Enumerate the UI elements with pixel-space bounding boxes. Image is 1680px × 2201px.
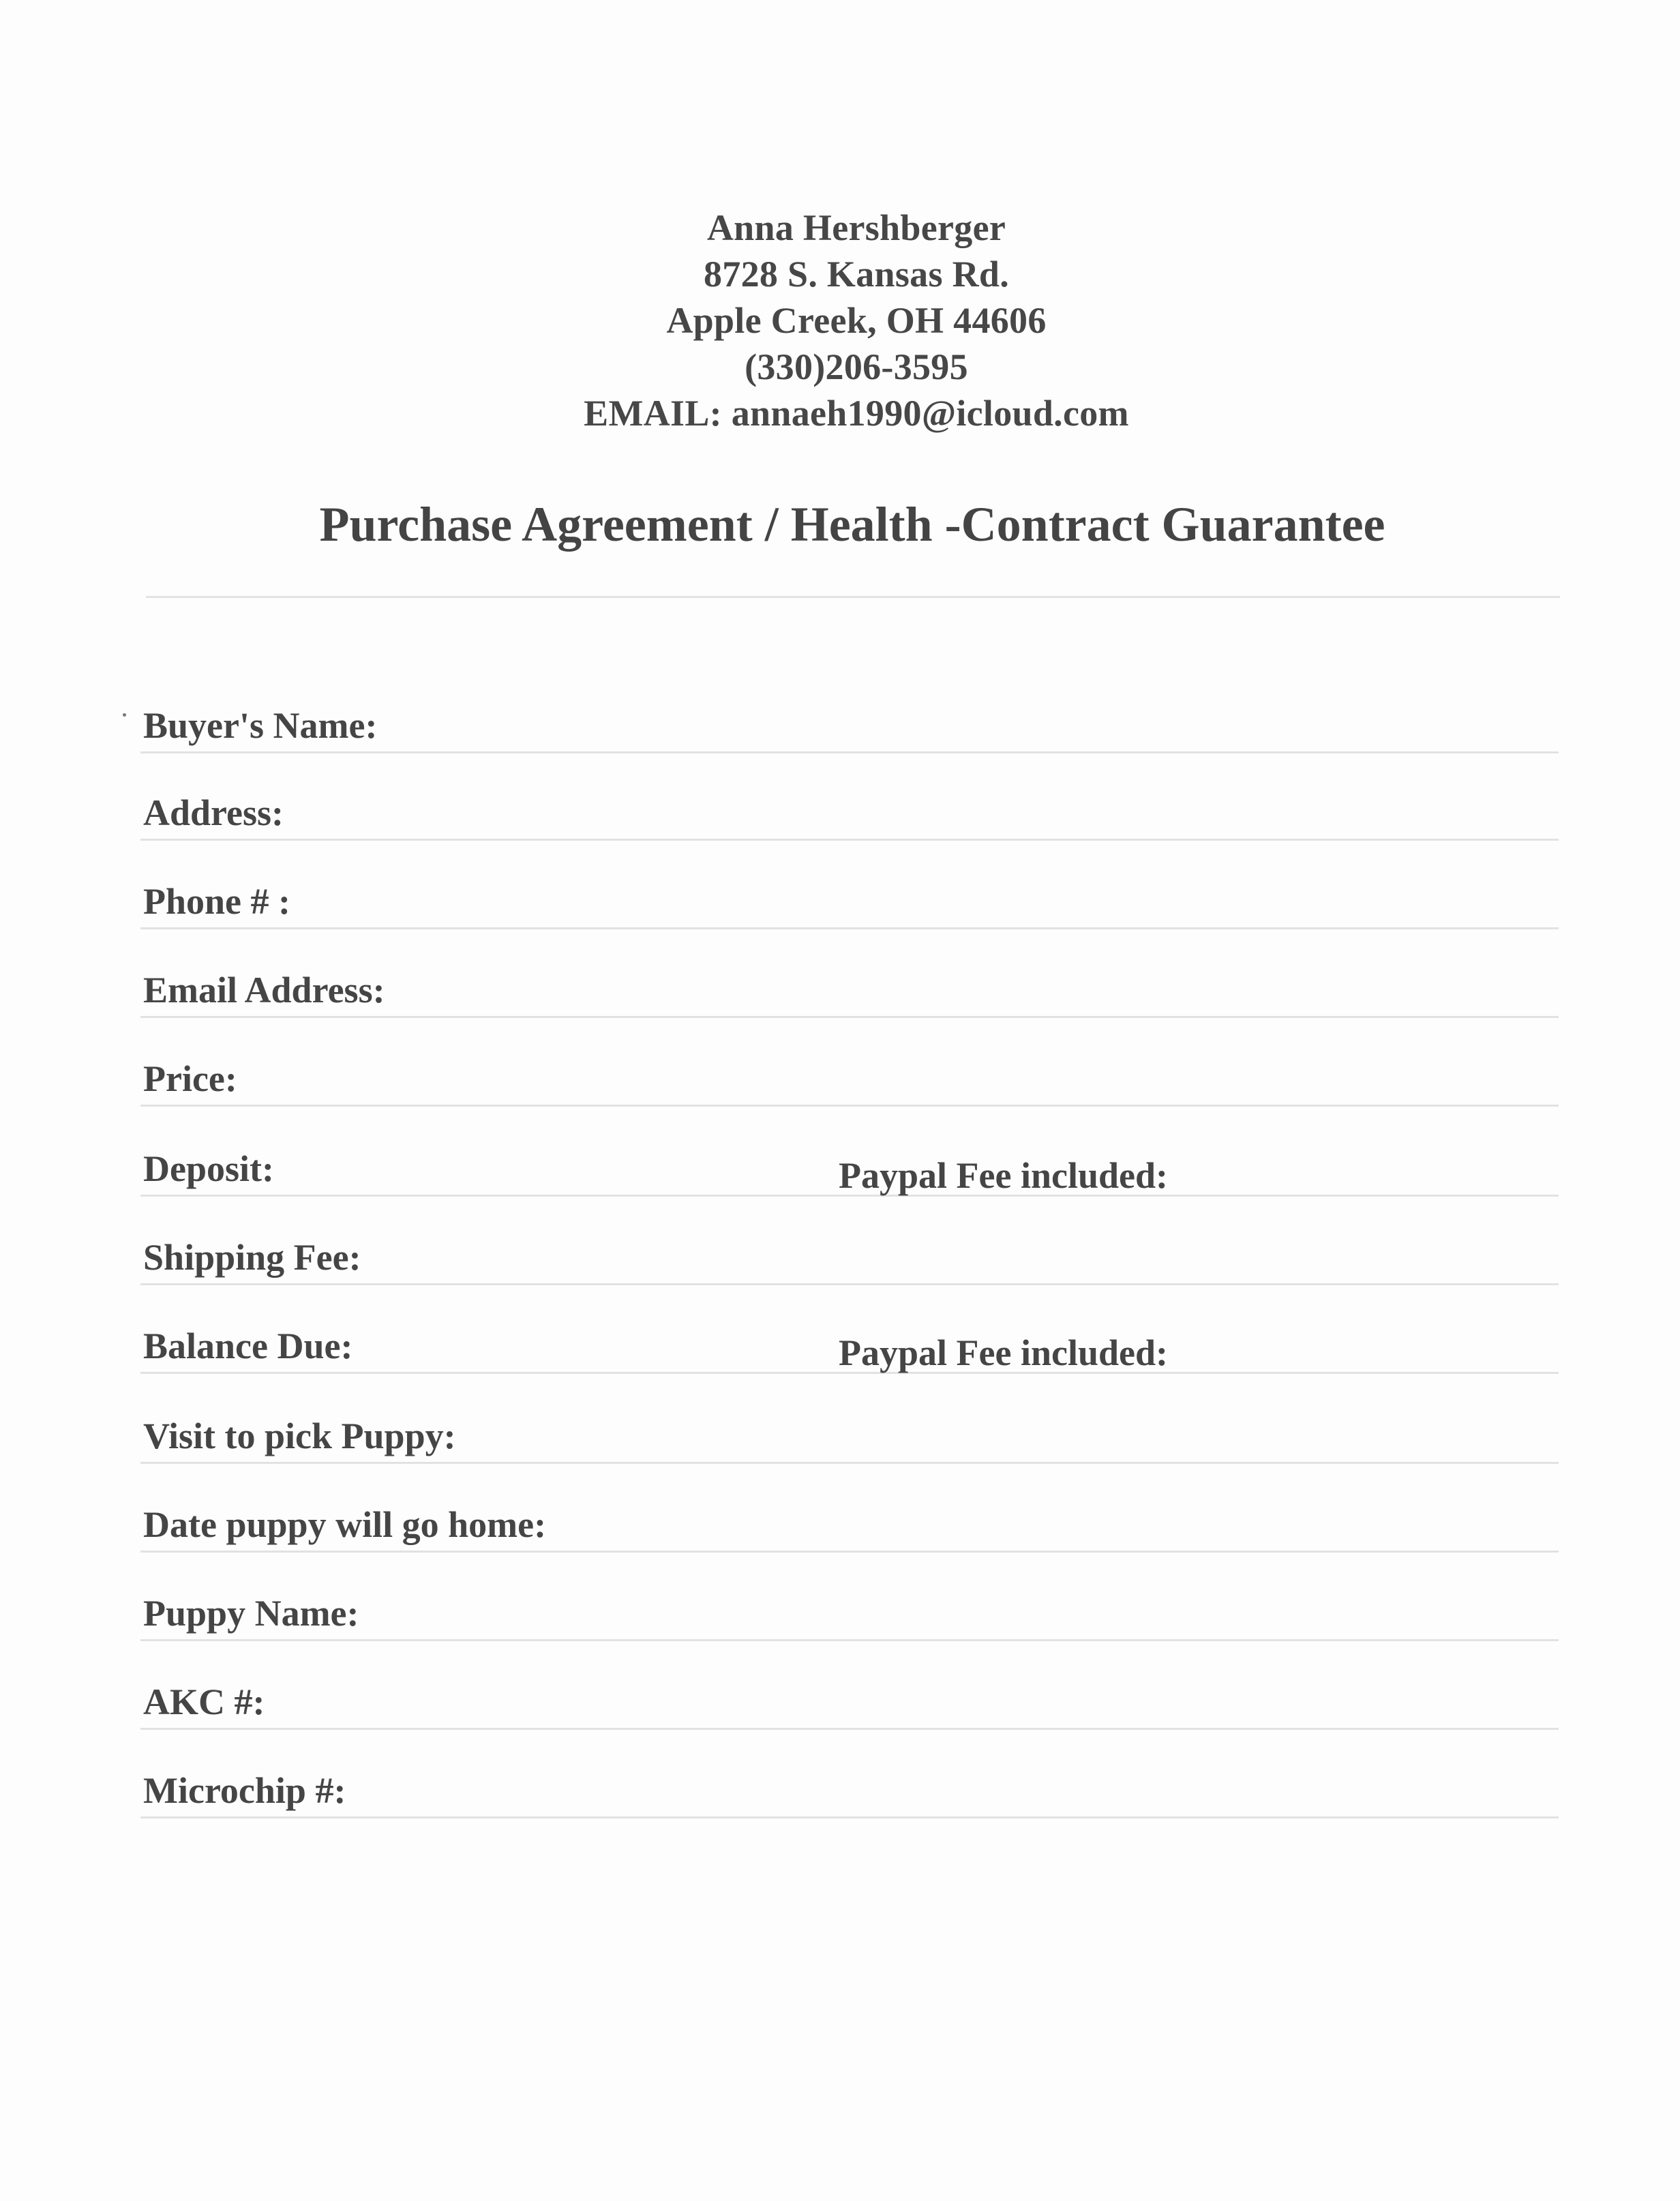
balance-due-label: Balance Due:	[143, 1326, 353, 1366]
price-field[interactable]	[140, 1057, 1559, 1107]
seller-name: Anna Hershberger	[706, 207, 1006, 248]
visit-to-pick-puppy-label: Visit to pick Puppy:	[143, 1416, 456, 1456]
shipping-fee-field[interactable]	[140, 1236, 1559, 1285]
document-title: Purchase Agreement / Health -Contract Guarantee	[319, 497, 1385, 552]
akc-number-field[interactable]	[140, 1680, 1559, 1730]
seller-city-state-zip: Apple Creek, OH 44606	[666, 300, 1047, 341]
visit-to-pick-puppy-field[interactable]	[140, 1414, 1559, 1464]
date-puppy-home-label: Date puppy will go home:	[143, 1504, 547, 1545]
buyers-name-field[interactable]	[140, 704, 1559, 753]
title-divider	[146, 596, 1560, 598]
deposit-field[interactable]	[140, 1147, 1559, 1197]
email-address-field[interactable]	[140, 968, 1559, 1018]
email-address-label: Email Address:	[143, 970, 385, 1010]
address-field[interactable]	[140, 791, 1559, 841]
seller-contact-block	[0, 205, 1680, 436]
phone-label: Phone # :	[143, 881, 290, 922]
phone-field[interactable]	[140, 880, 1559, 929]
seller-phone: (330)206-3595	[745, 346, 968, 387]
seller-street: 8728 S. Kansas Rd.	[703, 254, 1010, 295]
microchip-number-field[interactable]	[140, 1769, 1559, 1818]
address-label: Address:	[143, 792, 284, 833]
balance-due-field[interactable]	[140, 1324, 1559, 1374]
balance-paypal-fee-label: Paypal Fee included:	[839, 1332, 1168, 1373]
microchip-number-label: Microchip #:	[143, 1770, 346, 1811]
puppy-name-field[interactable]	[140, 1591, 1559, 1641]
buyers-name-label: Buyer's Name:	[143, 705, 378, 746]
akc-number-label: AKC #:	[143, 1681, 265, 1722]
puppy-name-label: Puppy Name:	[143, 1593, 359, 1634]
seller-email: EMAIL: annaeh1990@icloud.com	[584, 393, 1129, 434]
scan-speck	[123, 713, 126, 717]
deposit-label: Deposit:	[143, 1148, 274, 1189]
shipping-fee-label: Shipping Fee:	[143, 1237, 361, 1278]
date-puppy-home-field[interactable]	[140, 1503, 1559, 1553]
price-label: Price:	[143, 1058, 237, 1099]
deposit-paypal-fee-label: Paypal Fee included:	[839, 1155, 1168, 1196]
